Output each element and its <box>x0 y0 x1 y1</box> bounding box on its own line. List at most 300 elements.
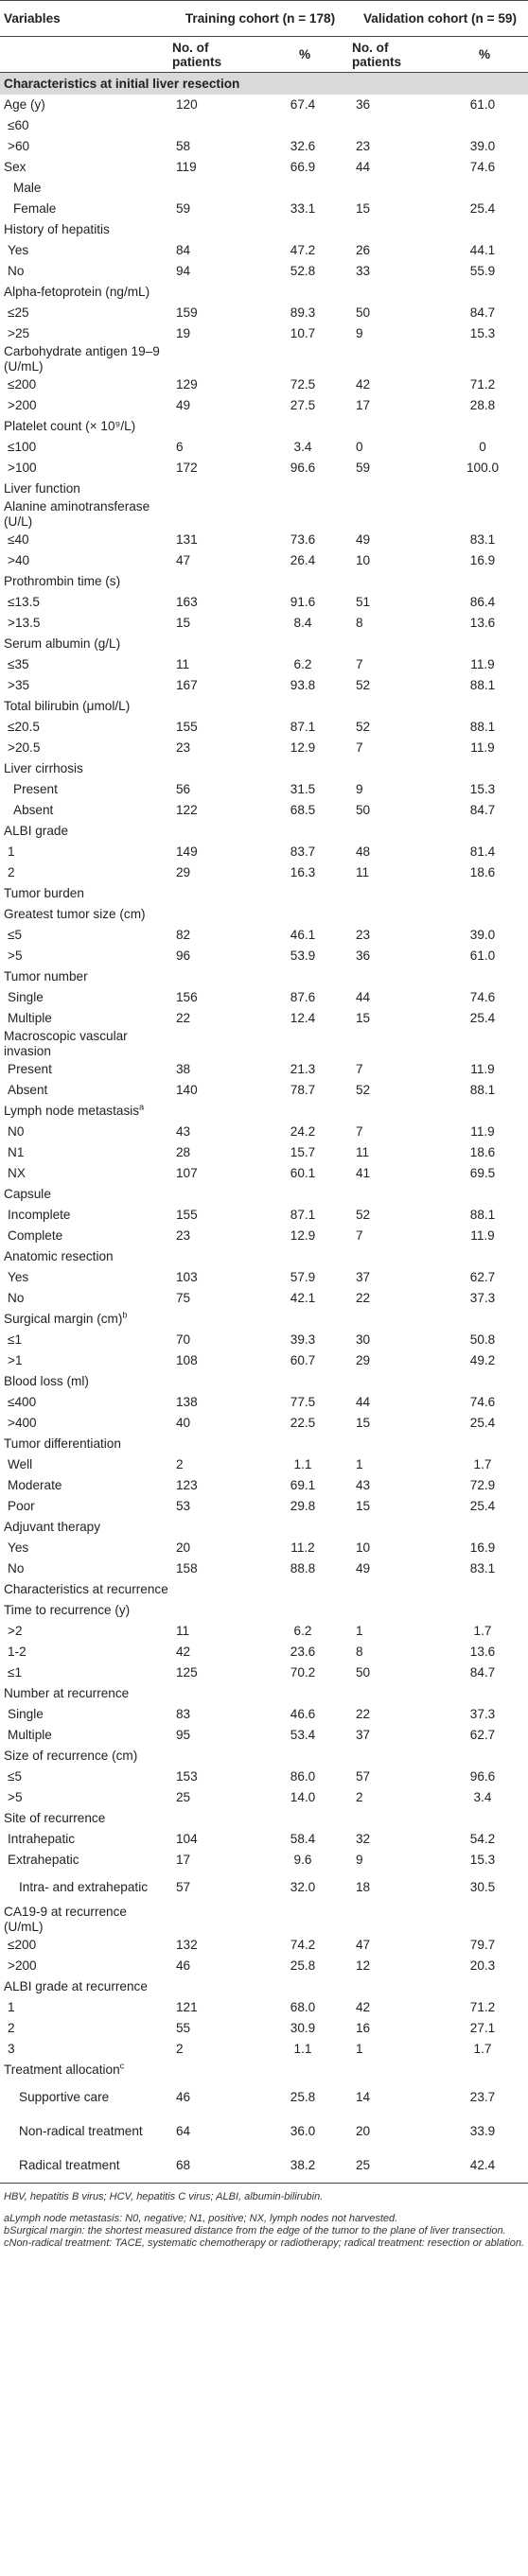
table-row <box>0 1642 528 1662</box>
row-label-text: ≤60 <box>8 118 29 132</box>
row-label-text: Time to recurrence (y) <box>4 1603 131 1617</box>
validation-percent-cell: 83.1 <box>469 532 496 547</box>
training-percent-cell: 32.6 <box>290 139 316 153</box>
row-label <box>0 1746 168 1767</box>
row-label <box>0 1142 168 1163</box>
row-label <box>0 966 168 987</box>
row-label <box>0 634 168 654</box>
table-row <box>0 344 528 374</box>
validation-count-cell <box>348 1746 437 1767</box>
training-percent-cell: 42.1 <box>290 1291 316 1305</box>
validation-percent-cell: 83.1 <box>469 1561 496 1575</box>
training-percent-cell: 53.9 <box>290 949 316 963</box>
row-label-text: Moderate <box>8 1478 62 1492</box>
validation-count-cell <box>348 1600 437 1621</box>
validation-count-cell <box>348 1246 437 1267</box>
training-count-cell <box>168 1371 257 1392</box>
validation-percent-cell: 20.3 <box>469 1958 496 1973</box>
validation-count-cell: 23 <box>356 928 371 942</box>
row-label-text: Site of recurrence <box>4 1811 106 1825</box>
table-row <box>0 1142 528 1163</box>
training-count-cell: 131 <box>176 532 198 547</box>
validation-count-cell <box>348 758 437 779</box>
training-percent-cell <box>257 571 348 592</box>
validation-count-cell <box>348 1579 437 1600</box>
validation-count-cell: 22 <box>356 1707 371 1721</box>
table-row <box>0 883 528 904</box>
row-label-text: ≤200 <box>8 377 37 392</box>
row-label-text: Adjuvant therapy <box>4 1520 101 1534</box>
training-count-cell <box>168 821 257 842</box>
validation-count-cell <box>348 282 437 303</box>
validation-count-cell <box>348 696 437 717</box>
row-label-text: Age (y) <box>4 97 45 112</box>
validation-percent-cell <box>437 499 528 530</box>
table-body <box>0 73 528 2184</box>
row-label <box>0 1350 168 1371</box>
table-row <box>0 1330 528 1350</box>
training-count-cell <box>168 758 257 779</box>
row-label-text: Single <box>8 1707 44 1721</box>
row-label <box>0 1956 168 1976</box>
training-percent-cell: 25.8 <box>290 2090 316 2104</box>
row-label-text: >1 <box>8 1353 23 1367</box>
validation-count-cell <box>348 966 437 987</box>
training-count-cell: 22 <box>176 1011 191 1025</box>
table-row <box>0 416 528 437</box>
row-label <box>0 2018 168 2039</box>
row-label <box>0 758 168 779</box>
validation-percent-cell: 11.9 <box>470 740 495 755</box>
table-row <box>0 2018 528 2039</box>
row-label-text: 1 <box>8 844 15 859</box>
training-count-cell: 11 <box>176 1624 190 1638</box>
training-percent-cell: 67.4 <box>290 97 316 112</box>
validation-count-cell: 15 <box>356 201 371 216</box>
training-count-cell: 56 <box>176 782 191 796</box>
row-label-text: Incomplete <box>8 1208 71 1222</box>
table-row <box>0 1101 528 1122</box>
row-label-text: Capsule <box>4 1187 51 1201</box>
training-percent-cell <box>257 2060 348 2080</box>
row-label-text: >200 <box>8 398 37 412</box>
table-row <box>0 1496 528 1517</box>
validation-percent-cell <box>437 1029 528 1059</box>
row-label <box>0 344 168 374</box>
row-label <box>0 2149 168 2184</box>
training-count-cell: 28 <box>176 1145 191 1159</box>
training-count-cell: 149 <box>176 844 198 859</box>
row-label <box>0 499 168 530</box>
table-row <box>0 1008 528 1029</box>
validation-count-cell: 0 <box>356 440 363 454</box>
row-label <box>0 479 168 499</box>
row-label <box>0 821 168 842</box>
validation-percent-cell <box>437 966 528 987</box>
validation-count-cell: 52 <box>356 720 371 734</box>
training-count-cell <box>168 1517 257 1538</box>
table-row <box>0 479 528 499</box>
header-validation-cohort: Validation cohort (n = 59) <box>348 1 528 37</box>
validation-percent-cell <box>437 1184 528 1205</box>
row-label <box>0 592 168 613</box>
validation-count-cell <box>348 1976 437 1997</box>
validation-percent-cell: 88.1 <box>469 720 496 734</box>
training-count-cell: 43 <box>176 1124 191 1139</box>
validation-count-cell <box>348 1683 437 1704</box>
table-row <box>0 1746 528 1767</box>
row-label-text: >13.5 <box>8 616 41 630</box>
training-percent-cell <box>257 904 348 925</box>
validation-count-cell <box>348 821 437 842</box>
table-row <box>0 966 528 987</box>
training-percent-cell <box>257 883 348 904</box>
row-label-text: Liver cirrhosis <box>4 761 83 775</box>
training-percent-cell: 29.8 <box>290 1499 316 1513</box>
table-row <box>0 1059 528 1080</box>
training-percent-cell: 46.1 <box>290 928 316 942</box>
training-percent-cell: 9.6 <box>293 1853 312 1867</box>
training-percent-cell: 60.1 <box>290 1166 316 1180</box>
row-label-text: ALBI grade <box>4 824 69 838</box>
row-label-text: No <box>8 1561 25 1575</box>
training-count-cell: 94 <box>176 264 191 278</box>
validation-percent-cell: 15.3 <box>469 1853 496 1867</box>
table-row <box>0 1454 528 1475</box>
validation-count-cell: 18 <box>356 1880 371 1894</box>
training-count-cell: 49 <box>176 398 191 412</box>
table-row <box>0 571 528 592</box>
training-count-cell <box>168 178 257 199</box>
table-row <box>0 136 528 157</box>
validation-percent-cell <box>437 1808 528 1829</box>
training-count-cell <box>168 1029 257 1059</box>
row-label <box>0 303 168 323</box>
training-percent-cell <box>257 696 348 717</box>
table-row <box>0 758 528 779</box>
row-label-text: Yes <box>8 243 29 257</box>
header-training-no-patients: No. of patients <box>168 37 257 73</box>
row-label-text: Prothrombin time (s) <box>4 574 121 588</box>
training-count-cell: 129 <box>176 377 198 392</box>
validation-count-cell: 20 <box>356 2124 371 2138</box>
training-percent-cell <box>257 416 348 437</box>
table-row <box>0 2115 528 2149</box>
training-percent-cell: 14.0 <box>290 1790 316 1804</box>
validation-count-cell: 33 <box>356 264 371 278</box>
row-label <box>0 282 168 303</box>
row-label <box>0 1496 168 1517</box>
row-label <box>0 219 168 240</box>
training-count-cell: 104 <box>176 1832 198 1846</box>
validation-percent-cell: 84.7 <box>469 1665 496 1680</box>
training-percent-cell: 24.2 <box>290 1124 316 1139</box>
validation-percent-cell <box>437 219 528 240</box>
row-label <box>0 1725 168 1746</box>
training-count-cell: 2 <box>176 1457 184 1471</box>
row-label <box>0 1029 168 1059</box>
validation-percent-cell: 62.7 <box>469 1270 496 1284</box>
training-count-cell: 108 <box>176 1353 198 1367</box>
row-label-text: Intrahepatic <box>8 1832 76 1846</box>
row-label-text: 2 <box>8 2021 15 2035</box>
training-count-cell: 53 <box>176 1499 191 1513</box>
validation-percent-cell: 86.4 <box>469 595 496 609</box>
validation-count-cell: 7 <box>356 657 363 671</box>
row-label-text: No <box>8 1291 25 1305</box>
row-label-text: Size of recurrence (cm) <box>4 1749 138 1763</box>
row-label <box>0 1434 168 1454</box>
row-label-text: ALBI grade at recurrence <box>4 1979 148 1993</box>
validation-count-cell <box>348 1184 437 1205</box>
validation-count-cell: 7 <box>356 1124 363 1139</box>
training-count-cell: 125 <box>176 1665 198 1680</box>
table-row <box>0 1205 528 1226</box>
row-label-text: ≤1 <box>8 1665 23 1680</box>
row-label <box>0 987 168 1008</box>
validation-count-cell: 10 <box>356 553 371 567</box>
validation-percent-cell: 69.5 <box>469 1166 496 1180</box>
row-label-text: Greatest tumor size (cm) <box>4 907 146 921</box>
row-label-text: >60 <box>8 139 30 153</box>
table-row <box>0 1538 528 1558</box>
table-row <box>0 157 528 178</box>
row-label <box>0 1642 168 1662</box>
table-row <box>0 1871 528 1905</box>
table-row <box>0 738 528 758</box>
row-label-text: Male <box>13 181 42 195</box>
table-row <box>0 1850 528 1871</box>
validation-count-cell: 2 <box>356 1790 363 1804</box>
row-label-text: ≤1 <box>8 1332 23 1347</box>
training-percent-cell <box>257 499 348 530</box>
validation-count-cell: 51 <box>356 595 371 609</box>
row-label-text: Non-radical treatment <box>19 2124 143 2138</box>
validation-percent-cell: 18.6 <box>469 1145 496 1159</box>
validation-count-cell <box>348 1101 437 1122</box>
validation-count-cell: 42 <box>356 377 371 392</box>
training-percent-cell <box>257 821 348 842</box>
table-row <box>0 219 528 240</box>
validation-percent-cell: 74.6 <box>469 160 496 174</box>
validation-percent-cell <box>437 1976 528 1997</box>
validation-percent-cell: 33.9 <box>469 2124 496 2138</box>
table-row <box>0 1163 528 1184</box>
validation-percent-cell: 55.9 <box>469 264 496 278</box>
footnote-c: cNon-radical treatment: TACE, systematic chemotherapy or radiotherapy; radical treatment: resection or ablation. <box>4 2237 525 2249</box>
training-percent-cell <box>257 1600 348 1621</box>
validation-count-cell: 16 <box>356 2021 371 2035</box>
table-row <box>0 1267 528 1288</box>
validation-count-cell <box>348 634 437 654</box>
row-label <box>0 1600 168 1621</box>
training-percent-cell: 68.0 <box>290 2000 316 2014</box>
table-row <box>0 1517 528 1538</box>
row-label-text: Tumor burden <box>4 886 84 900</box>
validation-count-cell <box>348 416 437 437</box>
table-row <box>0 946 528 966</box>
row-label <box>0 1997 168 2018</box>
training-count-cell <box>168 1101 257 1122</box>
training-percent-cell: 23.6 <box>290 1645 316 1659</box>
training-percent-cell <box>257 1976 348 1997</box>
validation-percent-cell: 49.2 <box>469 1353 496 1367</box>
row-label <box>0 1184 168 1205</box>
validation-percent-cell <box>437 2060 528 2080</box>
training-percent-cell: 91.6 <box>290 595 316 609</box>
row-label <box>0 883 168 904</box>
table-row <box>0 530 528 550</box>
row-label <box>0 1787 168 1808</box>
training-count-cell <box>168 1683 257 1704</box>
table-row <box>0 178 528 199</box>
training-percent-cell: 32.0 <box>290 1880 316 1894</box>
validation-percent-cell: 30.5 <box>469 1880 496 1894</box>
row-label <box>0 571 168 592</box>
table-row <box>0 987 528 1008</box>
row-label <box>0 1905 168 1935</box>
table-row <box>0 696 528 717</box>
row-label-text: Tumor differentiation <box>4 1436 121 1451</box>
row-label <box>0 240 168 261</box>
validation-percent-cell: 25.4 <box>469 1416 496 1430</box>
validation-count-cell <box>348 1309 437 1330</box>
table-row <box>0 499 528 530</box>
training-count-cell: 23 <box>176 740 191 755</box>
training-count-cell: 122 <box>176 803 198 817</box>
row-label-text: 3 <box>8 2042 15 2056</box>
row-label <box>0 416 168 437</box>
validation-percent-cell: 11.9 <box>470 1228 495 1243</box>
validation-count-cell <box>348 571 437 592</box>
row-label <box>0 1871 168 1905</box>
training-count-cell <box>168 1808 257 1829</box>
validation-percent-cell: 25.4 <box>469 1499 496 1513</box>
training-percent-cell: 11.2 <box>290 1540 315 1555</box>
training-percent-cell <box>257 966 348 987</box>
training-percent-cell: 88.8 <box>290 1561 316 1575</box>
row-label <box>0 437 168 458</box>
training-count-cell: 55 <box>176 2021 191 2035</box>
validation-percent-cell <box>437 696 528 717</box>
validation-count-cell <box>348 883 437 904</box>
row-label <box>0 1122 168 1142</box>
row-label-text: >40 <box>8 553 30 567</box>
training-count-cell: 59 <box>176 201 191 216</box>
table-row <box>0 323 528 344</box>
row-label-text: >5 <box>8 949 23 963</box>
validation-percent-cell: 39.0 <box>469 928 496 942</box>
training-count-cell: 57 <box>176 1880 191 1894</box>
table-footnotes <box>0 2191 528 2250</box>
training-percent-cell: 3.4 <box>293 440 312 454</box>
row-label-text: Female <box>13 201 57 216</box>
row-label <box>0 115 168 136</box>
row-label <box>0 2080 168 2115</box>
row-label-text: N0 <box>8 1124 25 1139</box>
training-count-cell: 20 <box>176 1540 191 1555</box>
table-row <box>0 1184 528 1205</box>
validation-percent-cell <box>437 1434 528 1454</box>
table-row <box>0 2080 528 2115</box>
row-label <box>0 1392 168 1413</box>
training-count-cell: 107 <box>176 1166 198 1180</box>
row-label <box>0 779 168 800</box>
validation-percent-cell: 42.4 <box>437 2149 528 2184</box>
training-count-cell <box>168 904 257 925</box>
row-label-text: Serum albumin (g/L) <box>4 636 121 651</box>
training-count-cell <box>168 1309 257 1330</box>
training-count-cell: 68 <box>168 2149 257 2184</box>
row-label <box>0 1080 168 1101</box>
validation-count-cell: 9 <box>356 1853 363 1867</box>
table-row <box>0 199 528 219</box>
validation-count-cell <box>348 1434 437 1454</box>
row-label <box>0 2115 168 2149</box>
validation-count-cell: 11 <box>356 1145 370 1159</box>
training-count-cell <box>168 479 257 499</box>
table-row <box>0 1288 528 1309</box>
validation-percent-cell: 96.6 <box>469 1769 496 1784</box>
validation-count-cell: 36 <box>356 97 371 112</box>
row-label <box>0 178 168 199</box>
training-percent-cell: 1.1 <box>293 2042 312 2056</box>
training-count-cell: 96 <box>176 949 191 963</box>
validation-count-cell <box>348 2060 437 2080</box>
table-row <box>0 1350 528 1371</box>
training-count-cell <box>168 1976 257 1997</box>
validation-percent-cell <box>437 1579 528 1600</box>
table-row <box>0 1600 528 1621</box>
validation-percent-cell: 23.7 <box>469 2090 496 2104</box>
row-label-text: ≤40 <box>8 532 29 547</box>
training-count-cell <box>168 883 257 904</box>
row-label <box>0 800 168 821</box>
row-label-text: ≤25 <box>8 305 29 320</box>
training-count-cell <box>168 416 257 437</box>
validation-count-cell: 9 <box>356 782 363 796</box>
training-count-cell <box>168 1746 257 1767</box>
row-label <box>0 530 168 550</box>
training-percent-cell <box>257 1579 348 1600</box>
row-label <box>0 458 168 479</box>
training-count-cell: 23 <box>176 1228 191 1243</box>
row-label-text: Anatomic resection <box>4 1249 114 1263</box>
validation-count-cell: 7 <box>356 740 363 755</box>
table-row <box>0 1905 528 1935</box>
training-percent-cell: 15.7 <box>290 1145 316 1159</box>
row-label-text: Well <box>8 1457 33 1471</box>
row-label-text: N1 <box>8 1145 25 1159</box>
row-label-text: ≤20.5 <box>8 720 40 734</box>
training-count-cell <box>168 696 257 717</box>
table-row <box>0 550 528 571</box>
row-label <box>0 261 168 282</box>
validation-count-cell: 43 <box>356 1478 371 1492</box>
training-percent-cell <box>257 758 348 779</box>
training-percent-cell: 72.5 <box>290 377 316 392</box>
validation-percent-cell <box>437 1905 528 1935</box>
training-percent-cell: 87.1 <box>290 720 316 734</box>
training-percent-cell: 57.9 <box>290 1270 316 1284</box>
training-count-cell: 132 <box>176 1938 198 1952</box>
row-label-text: Yes <box>8 1270 29 1284</box>
row-label <box>0 1226 168 1246</box>
validation-count-cell: 42 <box>356 2000 371 2014</box>
validation-count-cell: 37 <box>356 1270 371 1284</box>
table-row <box>0 1475 528 1496</box>
training-count-cell <box>168 344 257 374</box>
